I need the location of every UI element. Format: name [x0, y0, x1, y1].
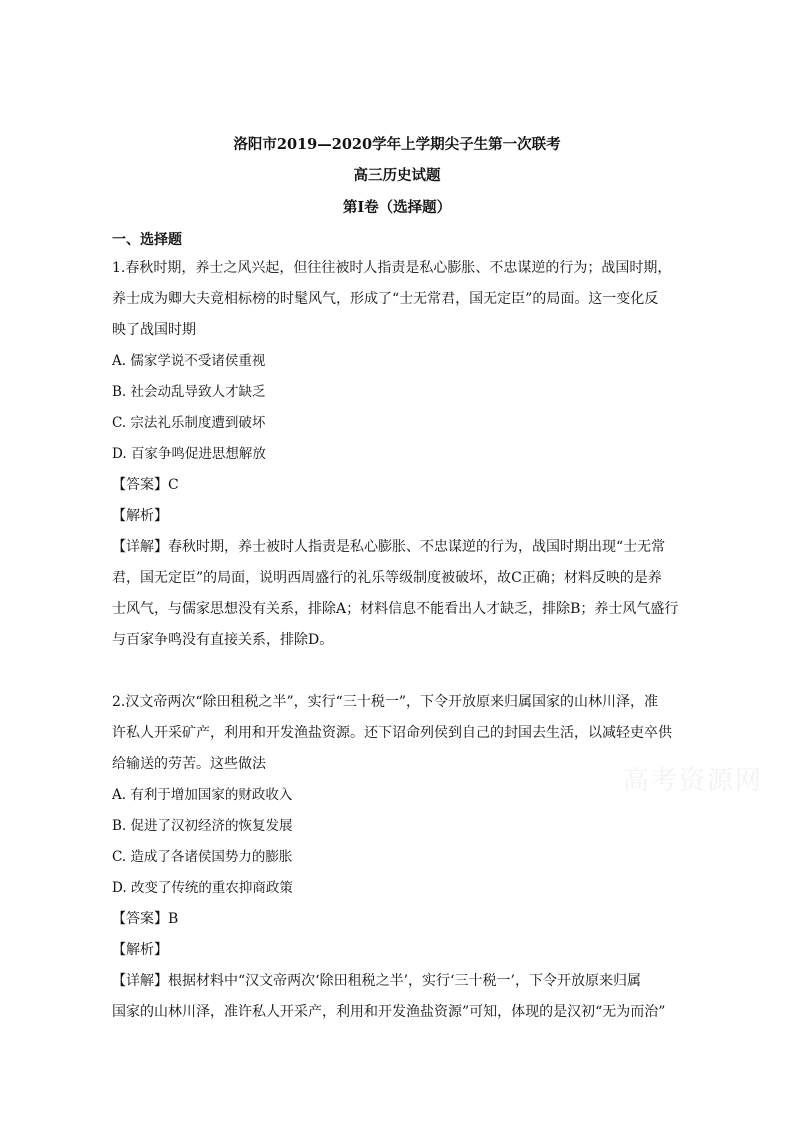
question-2-option-b: B. 促进了汉初经济的恢复发展	[112, 818, 293, 834]
exam-subtitle: 高三历史试题	[353, 167, 441, 184]
question-1-option-c: C. 宗法礼乐制度遭到破坏	[112, 415, 266, 431]
question-1-detail-line: 与百家争鸣没有直接关系，排除D。	[112, 632, 334, 648]
question-2-stem-line: 许私人开采矿产，利用和开发渔盐资源。还下诏命列侯到自己的封国去生活，以减轻吏卒供	[112, 725, 672, 741]
question-2-stem-line: 给输送的劳苦。这些做法	[112, 756, 266, 772]
question-2-option-d: D. 改变了传统的重农抑商政策	[112, 880, 293, 896]
question-1-detail-line: 士风气，与儒家思想没有关系，排除A；材料信息不能看出人才缺乏，排除B；养士风气盛行	[112, 601, 679, 617]
question-1-detail-line: 君，国无定臣”的局面，说明西周盛行的礼乐等级制度被破坏，故C正确；材料反映的是养	[112, 570, 662, 586]
question-2-detail-line: 国家的山林川泽，准许私人开采产，利用和开发渔盐资源”可知，体现的是汉初“无为而治”	[112, 1004, 666, 1020]
question-2-option-a: A. 有利于增加国家的财政收入	[112, 787, 293, 803]
question-1-answer: 【答案】C	[112, 477, 179, 493]
question-2	[112, 687, 686, 1028]
watermark: 高考资源网	[623, 766, 764, 796]
question-1-stem-line: 1.春秋时期，养士之风兴起，但往往被时人指责是私心膨胀、不忠谋逆的行为；战国时期，	[112, 260, 672, 276]
question-1-analysis-label: 【解析】	[112, 508, 168, 524]
exam-title: 洛阳市2019—2020学年上学期尖子生第一次联考	[233, 136, 561, 153]
question-1-stem-line: 养士成为卿大夫竟相标榜的时髦风气，形成了“士无常君，国无定臣”的局面。这一变化反	[112, 291, 659, 307]
question-2-option-c: C. 造成了各诸侯国势力的膨胀	[112, 849, 293, 865]
section-heading: 一、选择题	[112, 232, 182, 248]
question-2-analysis-label: 【解析】	[112, 942, 168, 958]
question-1-option-d: D. 百家争鸣促进思想解放	[112, 446, 266, 462]
exam-part-heading: 第I卷（选择题）	[342, 199, 452, 216]
question-2-detail-line: 【详解】根据材料中“汉文帝两次‘除田租税之半’，实行‘三十税一’，下令开放原来归属	[112, 973, 641, 989]
question-1-detail-line: 【详解】春秋时期，养士被时人指责是私心膨胀、不忠谋逆的行为，战国时期出现“士无常	[112, 539, 666, 555]
question-2-stem-line: 2.汉文帝两次“除田租税之半”，实行“三十税一”，下令开放原来归属国家的山林川泽，准	[112, 694, 658, 710]
question-1-option-b: B. 社会动乱导致人才缺乏	[112, 384, 266, 400]
question-1-option-a: A. 儒家学说不受诸侯重视	[112, 353, 266, 369]
question-1-stem-line: 映了战国时期	[112, 322, 196, 338]
question-1	[112, 253, 686, 656]
question-2-answer: 【答案】B	[112, 911, 179, 927]
